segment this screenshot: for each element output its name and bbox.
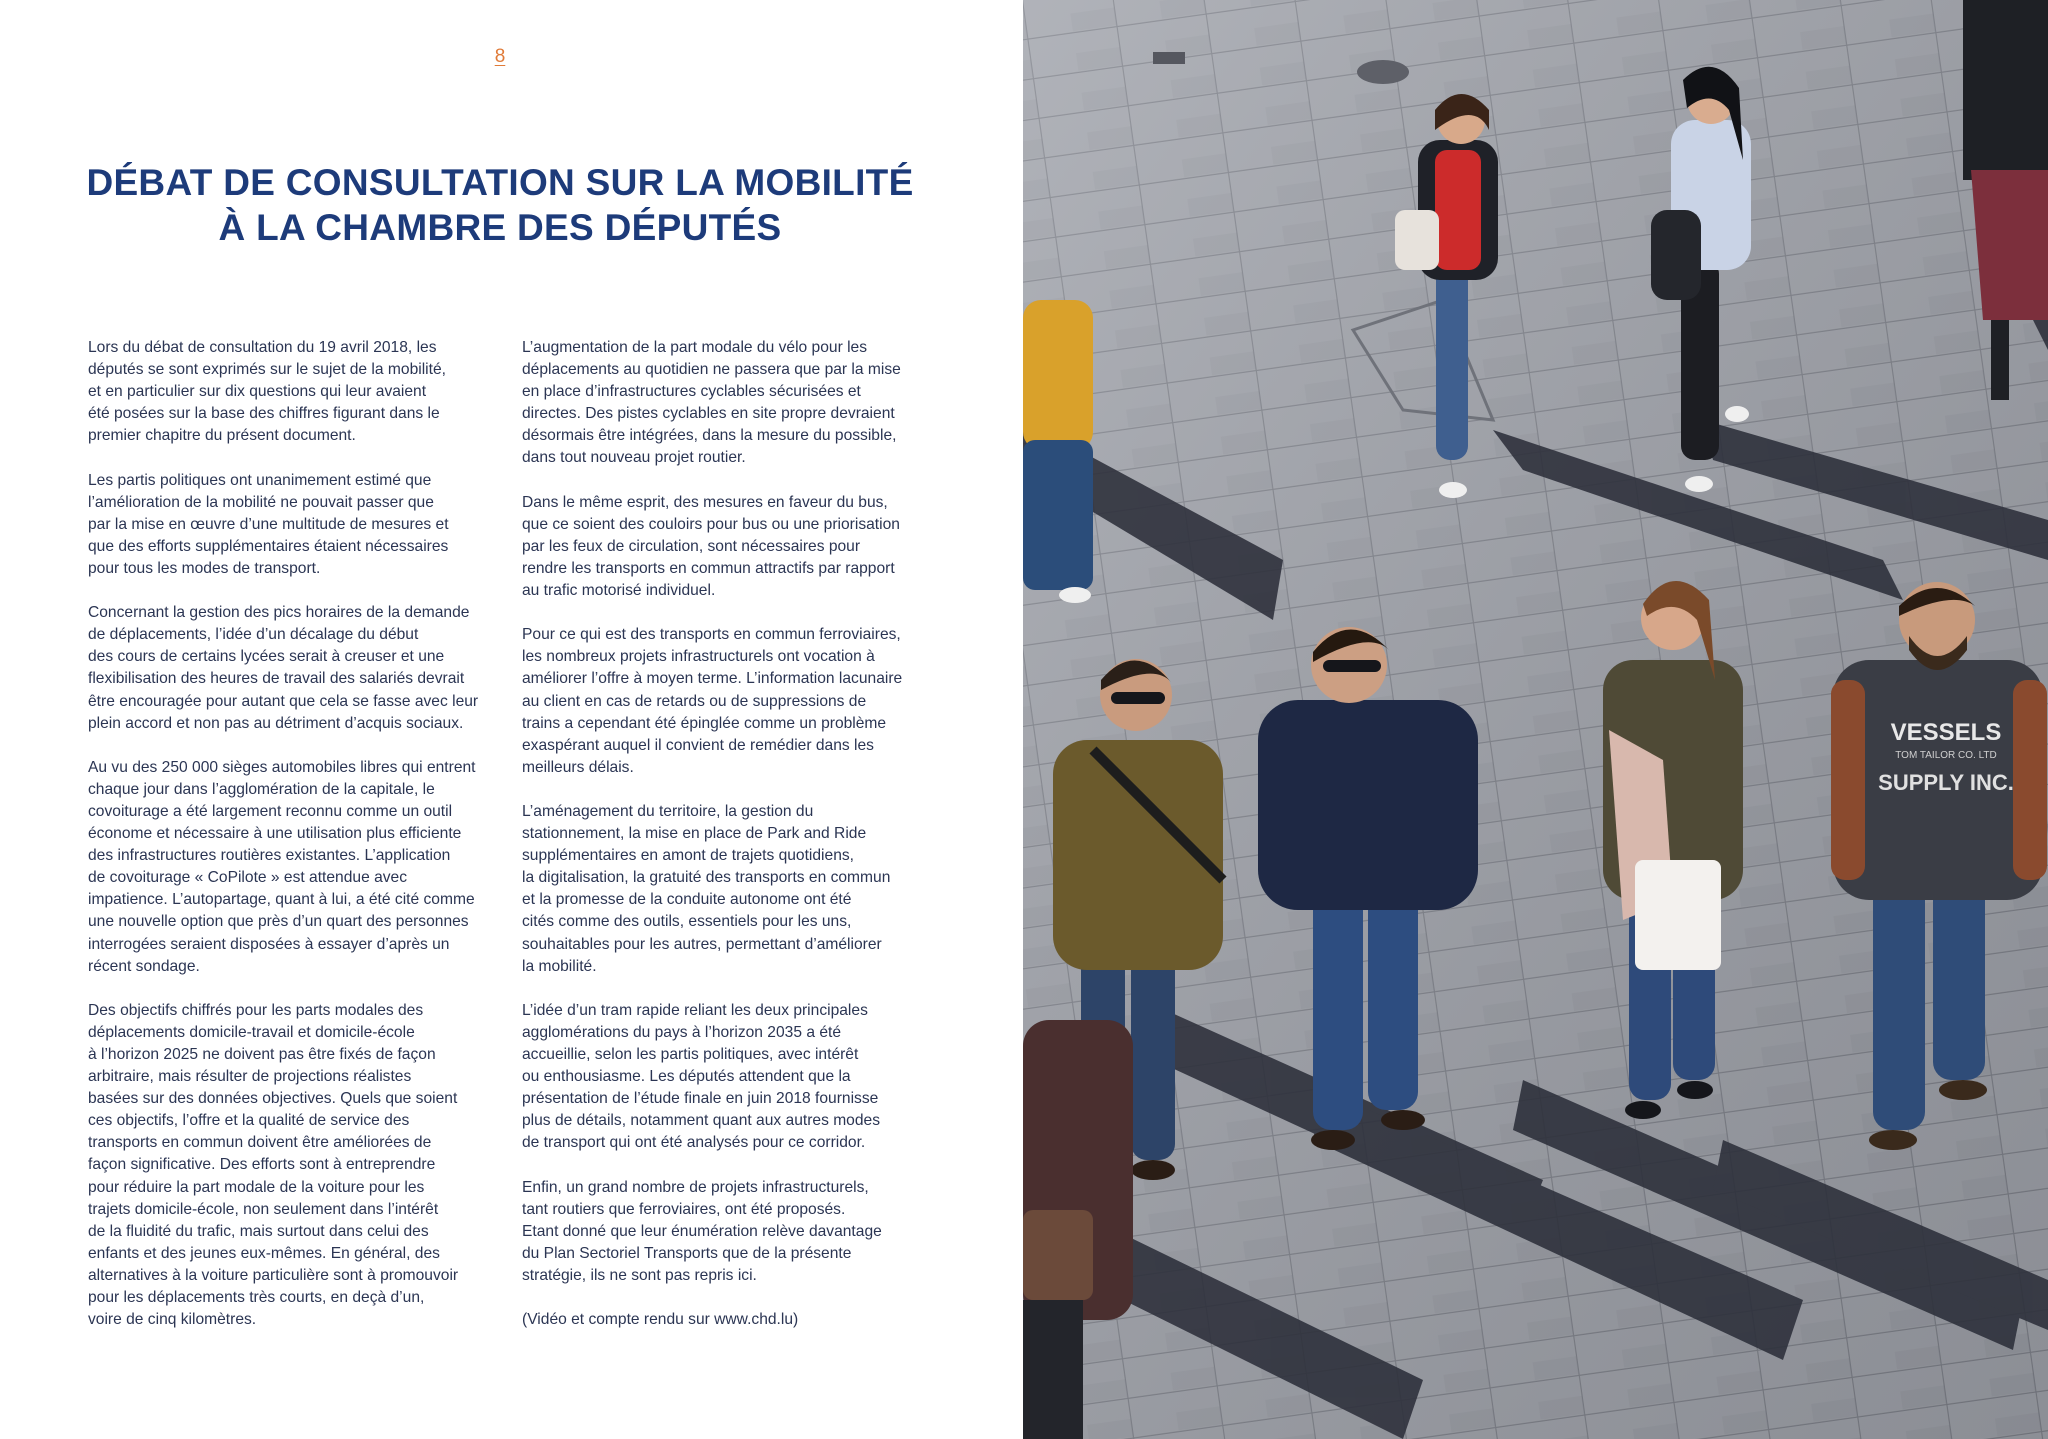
paragraph: Dans le même esprit, des mesures en faveur du bus, que ce soient des couloirs pour bus ou une priorisation par les feux de circulation, sont nécessaires pour rendre les transports en commun attractifs par rapport au trafic motorisé individuel. — [522, 493, 900, 600]
paragraph: L’aménagement du territoire, la gestion du stationnement, la mise en place de Park and Ride supplémentaires en amont de trajets quotidiens, la digitalisation, la gratuité des transports en commun et la promesse de la conduite autonome ont été cités comme des outils, essentiels pour les uns, souhaitables pour les autres, permettant d’améliorer la mobilité. — [522, 802, 891, 975]
drain-cover — [1357, 60, 1409, 84]
tshirt-print-line3: SUPPLY INC. — [1878, 770, 2014, 795]
pedestrian-left-yellow — [1023, 300, 1093, 603]
paragraph: Concernant la gestion des pics horaires de la demande de déplacements, l’idée d’un décalage du début des cours de certains lycées serait à creuser et une flexibilisation des heures de travail des salariés devrait être encouragée pour autant que cela se fasse avec leur plein accord et non pas au détriment d’acquis sociaux. — [88, 604, 479, 732]
paragraph: Les partis politiques ont unanimement estimé que l’amélioration de la mobilité ne pouvait passer que par la mise en œuvre d’une multitude de mesures et que des efforts supplémentaires étaient nécessaires pour tous les modes de transport. — [88, 471, 449, 577]
text-column-right — [522, 337, 942, 1353]
paragraph: L’augmentation de la part modale du vélo pour les déplacements au quotidien ne passera que par la mise en place d’infrastructures cyclables sécurisées et directes. Des pistes cyclables en site propre devraient désormais être intégrées, dans la mesure du possible, dans tout nouveau projet routier. — [522, 339, 901, 467]
paragraph: Pour ce qui est des transports en commun ferroviaires, les nombreux projets infrastructurels ont vocation à améliorer l’offre à moyen terme. L’information lacunaire au client en cas de retards ou de suppressions de trains a cependant été épinglée comme un problème exaspérant auquel il convient de remédier dans les meilleurs délais. — [522, 626, 903, 776]
tshirt-print-line2: TOM TAILOR CO. LTD — [1895, 750, 1997, 761]
paragraph: Au vu des 250 000 sièges automobiles libres qui entrent chaque jour dans l’agglomération de la capitale, le covoiturage a été largement reconnu comme un outil économe et nécessaire à une utilisation plus efficiente des infrastructures routières existantes. L’application de covoiturage « CoPilote » est attendue avec impatience. L’autopartage, quant à lui, a été cité comme une nouvelle option que près d’un quart des personnes interrogées seraient disposées à essayer d’après un récent sondage. — [88, 758, 476, 975]
title-line-2: À LA CHAMBRE DES DÉPUTÉS — [218, 207, 782, 248]
text-column-left — [88, 337, 508, 1353]
paragraph: L’idée d’un tram rapide reliant les deux principales agglomérations du pays à l’horizon 2035 a été accueillie, selon les partis politiques, avec intérêt ou enthousiasme. Les députés attendent que la présentation de l’étude finale en juin 2018 fournisse plus de détails, notamment quant aux autres modes de transport qui ont été analysés pour ce corridor. — [522, 1001, 881, 1152]
source-note: (Vidéo et compte rendu sur www.chd.lu) — [522, 1311, 799, 1329]
page-number: 8 — [494, 46, 506, 67]
title-line-1: DÉBAT DE CONSULTATION SUR LA MOBILITÉ — [86, 162, 914, 203]
paragraph: Lors du débat de consultation du 19 avril 2018, les députés se sont exprimés sur le sujet de la mobilité, et en particulier sur dix questions qui leur avaient été posées sur la base des chiffres figurant dans le premier chapitre du présent document. — [88, 339, 446, 445]
paragraph: Des objectifs chiffrés pour les parts modales des déplacements domicile-travail et domicile-école à l’horizon 2025 ne doivent pas être fixés de façon arbitraire, mais résulter de projections réalistes basées sur des données objectives. Quels que soient ces objectifs, l’offre et la qualité de service des transports en commun doivent être améliorées de façon significative. Des efforts sont à entreprendre pour réduire la part modale de la voiture pour les trajets domicile-école, non seulement dans l’intérêt de la fluidité du trafic, mais surtout dans celui des enfants et des jeunes eux-mêmes. En général, des alternatives à la voiture particulière sont à promouvoir pour les déplacements très courts, en deçà d’un, voire de cinq kilomètres. — [88, 1001, 459, 1329]
photo-illustration — [1023, 0, 2048, 1439]
pedestrians-photo — [1023, 0, 2048, 1439]
tshirt-print-line1: VESSELS — [1890, 719, 2002, 746]
page-title — [60, 160, 940, 250]
paragraph: Enfin, un grand nombre de projets infrastructurels, tant routiers que ferroviaires, ont été proposés. Etant donné que leur énumération relève davantage du Plan Sectoriel Transports que de la présente stratégie, ils ne sont pas repris ici. — [522, 1178, 882, 1284]
drain-grate — [1153, 52, 1185, 64]
document-page-left — [0, 0, 1023, 1439]
